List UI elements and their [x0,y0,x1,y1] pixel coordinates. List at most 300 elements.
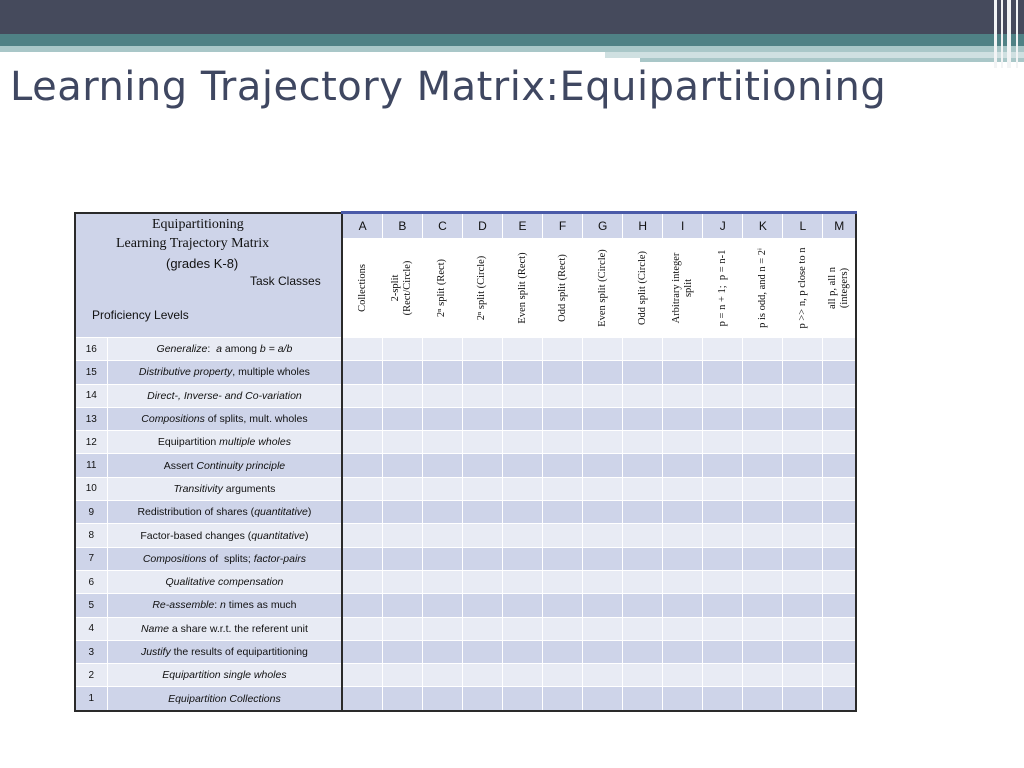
matrix-cell-d [462,454,502,477]
column-name: 2ⁿ split (Circle) [476,255,488,321]
matrix-cell-f [543,454,583,477]
proficiency-level-description [107,664,342,687]
matrix-cell-b [382,687,422,711]
matrix-cell-j [703,640,743,663]
column-header-m [823,239,856,338]
matrix-cell-k [743,547,783,570]
column-name: p is odd, and n = 2ⁱ [756,248,768,328]
matrix-cell-j [703,570,743,593]
description-fragment: Compositions [142,552,207,565]
matrix-cell-h [623,454,663,477]
matrix-cell-k [743,524,783,547]
description-fragment: arguments [222,482,276,495]
matrix-cell-k [743,617,783,640]
column-letter-d: D [462,213,502,239]
column-letter-f: F [543,213,583,239]
matrix-cell-m [823,454,856,477]
matrix-cell-j [703,547,743,570]
column-name: Even split (Circle) [596,249,608,327]
matrix-cell-e [503,594,543,617]
matrix-cell-l [783,477,823,500]
matrix-cell-l [783,617,823,640]
column-name: Even split (Rect) [516,252,528,324]
matrix-cell-m [823,501,856,524]
matrix-cell-f [543,501,583,524]
banner-decoration [992,0,1024,68]
matrix-cell-h [623,524,663,547]
matrix-cell-g [583,617,623,640]
matrix-cell-g [583,501,623,524]
matrix-cell-e [503,338,543,361]
matrix-cell-g [583,338,623,361]
matrix-cell-g [583,524,623,547]
matrix-cell-l [783,431,823,454]
matrix-cell-h [623,687,663,711]
proficiency-level-description [107,361,342,384]
matrix-cell-c [422,384,462,407]
matrix-cell-b [382,617,422,640]
matrix-cell-l [783,338,823,361]
matrix-cell-k [743,687,783,711]
description-fragment: Equipartition single wholes [162,669,287,682]
proficiency-level-number: 4 [75,617,107,640]
matrix-cell-b [382,384,422,407]
matrix-cell-i [663,338,703,361]
proficiency-level-description [107,687,342,711]
learning-trajectory-matrix [74,211,857,712]
description-fragment: the results of equipartitioning [170,646,308,658]
matrix-cell-j [703,524,743,547]
description-fragment: quantitative [254,506,308,519]
matrix-cell-h [623,384,663,407]
column-name: all p, all n (integers) [827,267,851,309]
matrix-cell-c [422,547,462,570]
matrix-cell-g [583,407,623,430]
matrix-cell-g [583,687,623,711]
matrix-cell-e [503,687,543,711]
column-name: p >> n, p close to n [796,247,808,329]
column-header-j [703,239,743,338]
description-fragment: times as much [225,599,297,612]
matrix-row [75,547,856,570]
top-banner [0,0,1024,34]
matrix-cell-l [783,524,823,547]
description-fragment: Compositions [141,413,205,426]
matrix-cell-j [703,384,743,407]
matrix-cell-c [422,361,462,384]
matrix-row [75,361,856,384]
proficiency-level-number: 13 [75,407,107,430]
matrix-cell-e [503,547,543,570]
matrix-cell-l [783,361,823,384]
matrix-cell-i [663,501,703,524]
matrix-cell-b [382,477,422,500]
matrix-cell-a [342,570,382,593]
matrix-row [75,664,856,687]
proficiency-level-number: 8 [75,524,107,547]
proficiency-level-description [107,501,342,524]
column-letter-k: K [743,213,783,239]
matrix-cell-m [823,407,856,430]
matrix-cell-i [663,594,703,617]
matrix-cell-i [663,454,703,477]
description-fragment: : [214,599,221,612]
description-fragment: a [216,343,222,356]
matrix-cell-h [623,407,663,430]
matrix-cell-h [623,338,663,361]
proficiency-level-description [107,407,342,430]
matrix-cell-e [503,407,543,430]
proficiency-level-number: 16 [75,338,107,361]
matrix-cell-i [663,407,703,430]
matrix-cell-f [543,431,583,454]
matrix-cell-m [823,384,856,407]
description-fragment: Distributive property [138,366,233,379]
description-fragment: Qualitative compensation [165,576,284,589]
proficiency-level-number: 11 [75,454,107,477]
matrix-cell-a [342,338,382,361]
matrix-row [75,431,856,454]
matrix-cell-k [743,664,783,687]
matrix-cell-i [663,640,703,663]
matrix-cell-f [543,687,583,711]
matrix-cell-l [783,384,823,407]
matrix-cell-e [503,524,543,547]
matrix-cell-c [422,664,462,687]
matrix-cell-e [503,501,543,524]
matrix-cell-e [503,431,543,454]
matrix-cell-d [462,617,502,640]
matrix-cell-b [382,431,422,454]
column-letter-b: B [382,213,422,239]
matrix-cell-l [783,664,823,687]
matrix-cell-m [823,338,856,361]
matrix-cell-c [422,640,462,663]
matrix-cell-b [382,640,422,663]
column-letter-c: C [422,213,462,239]
matrix-cell-a [342,547,382,570]
matrix-row [75,640,856,663]
matrix-cell-a [342,361,382,384]
matrix-cell-k [743,501,783,524]
column-name: Collections [356,264,368,312]
matrix-cell-f [543,384,583,407]
column-letter-h: H [623,213,663,239]
matrix-cell-a [342,454,382,477]
proficiency-level-description [107,617,342,640]
proficiency-level-number: 6 [75,570,107,593]
description-fragment: Equipartition Collections [168,692,281,705]
column-letter-m: M [823,213,856,239]
matrix-cell-e [503,570,543,593]
description-fragment: ) [304,529,309,542]
description-fragment: factor-pairs [253,552,307,565]
matrix-cell-f [543,361,583,384]
column-letter-a: A [342,213,382,239]
matrix-row [75,384,856,407]
matrix-cell-m [823,640,856,663]
matrix-cell-m [823,431,856,454]
description-fragment: Redistribution of shares ( [137,506,255,519]
column-header-h [623,239,663,338]
matrix-cell-c [422,338,462,361]
matrix-cell-c [422,687,462,711]
description-fragment: b = a/b [259,343,293,356]
matrix-cell-d [462,664,502,687]
matrix-cell-a [342,477,382,500]
matrix-cell-a [342,524,382,547]
matrix-cell-i [663,431,703,454]
description-fragment: ) [307,506,312,519]
matrix-row [75,454,856,477]
matrix-cell-j [703,407,743,430]
description-fragment: of splits, mult. wholes [204,413,308,426]
proficiency-level-number: 9 [75,501,107,524]
matrix-cell-i [663,524,703,547]
column-name: p = n + 1; p = n-1 [716,249,728,327]
proficiency-level-description [107,570,342,593]
matrix-cell-a [342,384,382,407]
matrix-cell-f [543,477,583,500]
matrix-cell-i [663,687,703,711]
matrix-cell-a [342,594,382,617]
matrix-cell-f [543,594,583,617]
matrix-cell-k [743,338,783,361]
column-name: Arbitrary integer split [670,252,694,324]
proficiency-level-description [107,384,342,407]
matrix-cell-b [382,338,422,361]
proficiency-level-description [107,524,342,547]
matrix-cell-c [422,524,462,547]
matrix-cell-l [783,547,823,570]
proficiency-level-description [107,640,342,663]
matrix-cell-g [583,570,623,593]
matrix-cell-d [462,687,502,711]
matrix-cell-b [382,501,422,524]
description-fragment: Continuity principle [196,459,286,472]
matrix-cell-h [623,431,663,454]
matrix-cell-h [623,361,663,384]
matrix-header-cell [75,213,342,338]
description-fragment: Name [140,622,169,635]
header-line-1: Equipartitioning [152,216,244,232]
matrix-cell-i [663,617,703,640]
column-letter-i: I [663,213,703,239]
matrix-cell-d [462,570,502,593]
slide-title: Learning Trajectory Matrix:Equipartitioning [10,64,887,110]
matrix-cell-l [783,640,823,663]
header-line-2: Learning Trajectory Matrix [116,235,270,251]
description-fragment: of splits; [206,552,254,565]
matrix-cell-d [462,384,502,407]
matrix-row [75,594,856,617]
column-header-k [743,239,783,338]
matrix-cell-e [503,384,543,407]
matrix-cell-c [422,477,462,500]
matrix-cell-f [543,407,583,430]
description-fragment: multiple wholes [219,436,291,449]
matrix-cell-g [583,384,623,407]
matrix-row [75,477,856,500]
matrix-cell-c [422,617,462,640]
matrix-cell-m [823,664,856,687]
proficiency-level-number: 2 [75,664,107,687]
description-fragment: Re-assemble [152,599,215,612]
matrix-cell-a [342,687,382,711]
matrix-cell-j [703,664,743,687]
matrix-cell-f [543,338,583,361]
matrix-cell-d [462,431,502,454]
matrix-cell-j [703,454,743,477]
column-name: Odd split (Circle) [636,250,648,326]
matrix-cell-k [743,454,783,477]
matrix-cell-d [462,477,502,500]
matrix-cell-j [703,617,743,640]
proficiency-level-description [107,477,342,500]
matrix-cell-k [743,407,783,430]
proficiency-level-number: 14 [75,384,107,407]
matrix-cell-b [382,594,422,617]
matrix-cell-g [583,361,623,384]
matrix-cell-f [543,664,583,687]
matrix-cell-g [583,477,623,500]
matrix-row [75,617,856,640]
matrix-cell-i [663,547,703,570]
description-fragment: Justify [140,646,171,658]
matrix-cell-l [783,407,823,430]
proficiency-level-description [107,431,342,454]
matrix-cell-l [783,454,823,477]
matrix-cell-b [382,570,422,593]
matrix-cell-a [342,501,382,524]
matrix-cell-j [703,687,743,711]
matrix-cell-e [503,664,543,687]
matrix-cell-f [543,524,583,547]
matrix-cell-d [462,501,502,524]
proficiency-level-description [107,547,342,570]
matrix-cell-h [623,547,663,570]
description-fragment: Equipartition [157,436,220,449]
proficiency-level-number: 7 [75,547,107,570]
matrix-cell-a [342,407,382,430]
proficiency-level-number: 5 [75,594,107,617]
matrix-cell-k [743,640,783,663]
matrix-cell-i [663,664,703,687]
matrix-cell-i [663,384,703,407]
proficiency-level-number: 1 [75,687,107,711]
column-name: Odd split (Rect) [556,254,568,322]
column-name: 2-split (Rect/Circle) [390,260,414,316]
matrix-cell-e [503,617,543,640]
banner-stripe [0,34,1024,46]
matrix-cell-m [823,594,856,617]
matrix-cell-k [743,477,783,500]
matrix-row [75,524,856,547]
matrix-cell-k [743,431,783,454]
matrix-cell-h [623,594,663,617]
description-fragment: Direct-, Inverse- and Co-variation [147,389,302,402]
matrix-cell-l [783,501,823,524]
description-fragment: among [221,343,260,356]
column-header-d [462,239,502,338]
matrix-cell-j [703,361,743,384]
matrix-cell-e [503,477,543,500]
matrix-cell-e [503,454,543,477]
proficiency-level-number: 3 [75,640,107,663]
matrix-cell-d [462,338,502,361]
matrix-cell-h [623,640,663,663]
matrix-cell-h [623,477,663,500]
matrix-cell-g [583,594,623,617]
matrix-cell-d [462,640,502,663]
matrix-cell-g [583,664,623,687]
matrix-cell-k [743,361,783,384]
column-name: 2ⁿ split (Rect) [436,258,448,318]
column-header-f [543,239,583,338]
proficiency-level-number: 12 [75,431,107,454]
matrix-cell-g [583,431,623,454]
matrix-cell-l [783,594,823,617]
column-letter-l: L [783,213,823,239]
matrix-cell-f [543,547,583,570]
proficiency-level-number: 15 [75,361,107,384]
matrix-cell-d [462,361,502,384]
matrix-cell-c [422,454,462,477]
matrix-cell-k [743,594,783,617]
column-letter-g: G [583,213,623,239]
matrix-cell-d [462,594,502,617]
matrix-cell-i [663,570,703,593]
proficiency-level-description [107,594,342,617]
description-fragment: a share w.r.t. the referent unit [168,622,308,635]
matrix-cell-b [382,454,422,477]
column-header-e [503,239,543,338]
matrix-cell-m [823,617,856,640]
matrix-cell-f [543,570,583,593]
matrix-cell-l [783,570,823,593]
matrix-cell-g [583,454,623,477]
column-header-a [342,239,382,338]
matrix-cell-m [823,687,856,711]
matrix-cell-b [382,547,422,570]
matrix-cell-j [703,477,743,500]
matrix-cell-k [743,570,783,593]
matrix-cell-e [503,640,543,663]
matrix-cell-a [342,431,382,454]
proficiency-levels-label: Proficiency Levels [92,307,189,322]
matrix-cell-c [422,407,462,430]
matrix-cell-j [703,594,743,617]
matrix-row [75,338,856,361]
column-header-b [382,239,422,338]
matrix-cell-j [703,338,743,361]
matrix-row [75,570,856,593]
banner-stripe-accent-2 [640,58,1024,62]
matrix-cell-a [342,640,382,663]
column-header-l [783,239,823,338]
matrix-cell-b [382,664,422,687]
column-letter-e: E [503,213,543,239]
matrix-cell-m [823,477,856,500]
column-header-g [583,239,623,338]
column-letter-j: J [703,213,743,239]
matrix-cell-c [422,431,462,454]
description-fragment: n [220,599,226,612]
proficiency-level-description [107,338,342,361]
matrix-cell-f [543,617,583,640]
matrix-cell-a [342,617,382,640]
proficiency-level-description [107,454,342,477]
